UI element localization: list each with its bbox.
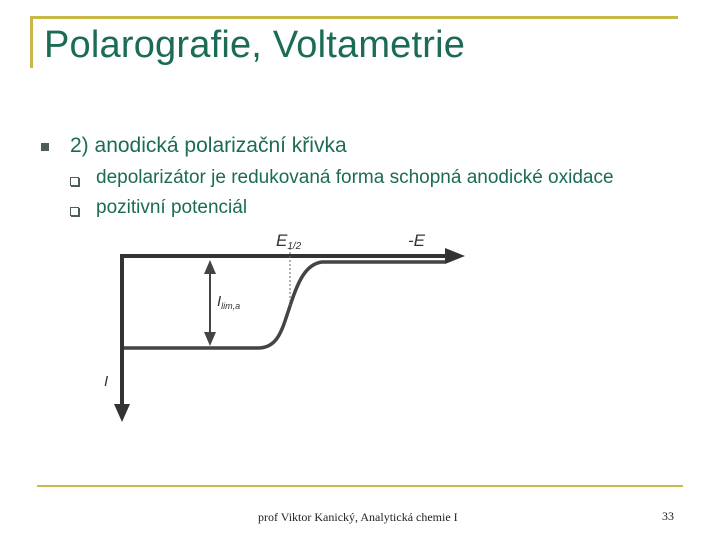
negative-potential-label: -E <box>408 231 425 250</box>
footer-author: prof Viktor Kanický, Analytická chemie I <box>258 510 458 524</box>
hollow-square-bullet-icon <box>70 177 79 186</box>
page-number: 33 <box>662 509 674 523</box>
slide-title: Polarografie, Voltametrie <box>44 24 466 66</box>
footer-rule <box>37 485 683 487</box>
anodic-polarization-curve <box>124 262 445 348</box>
hollow-square-bullet-icon <box>70 207 79 216</box>
polarization-curve-diagram <box>100 226 470 426</box>
current-axis-label: I <box>104 373 109 390</box>
arrow-up-icon <box>204 260 216 274</box>
arrow-down-icon <box>204 332 216 346</box>
title-frame-top-rule <box>30 16 678 19</box>
bullet-number: 2) <box>70 134 89 157</box>
e-half-label: E1/2 <box>276 231 302 252</box>
square-bullet-icon <box>41 143 49 151</box>
sub-bullet-1: depolarizátor je redukovaná forma schopná anodické oxidace <box>96 167 614 188</box>
potential-axis-arrowhead-icon <box>445 248 465 264</box>
sub-bullet-2: pozitivní potenciál <box>96 197 248 218</box>
limiting-current-label: $I_{lim,a}$ <box>217 293 241 311</box>
main-bullet-line <box>70 134 347 158</box>
bullet-text: anodická polarizační křivka <box>88 134 347 157</box>
title-frame-left-rule <box>30 16 33 68</box>
current-axis-arrowhead-icon <box>114 404 130 422</box>
